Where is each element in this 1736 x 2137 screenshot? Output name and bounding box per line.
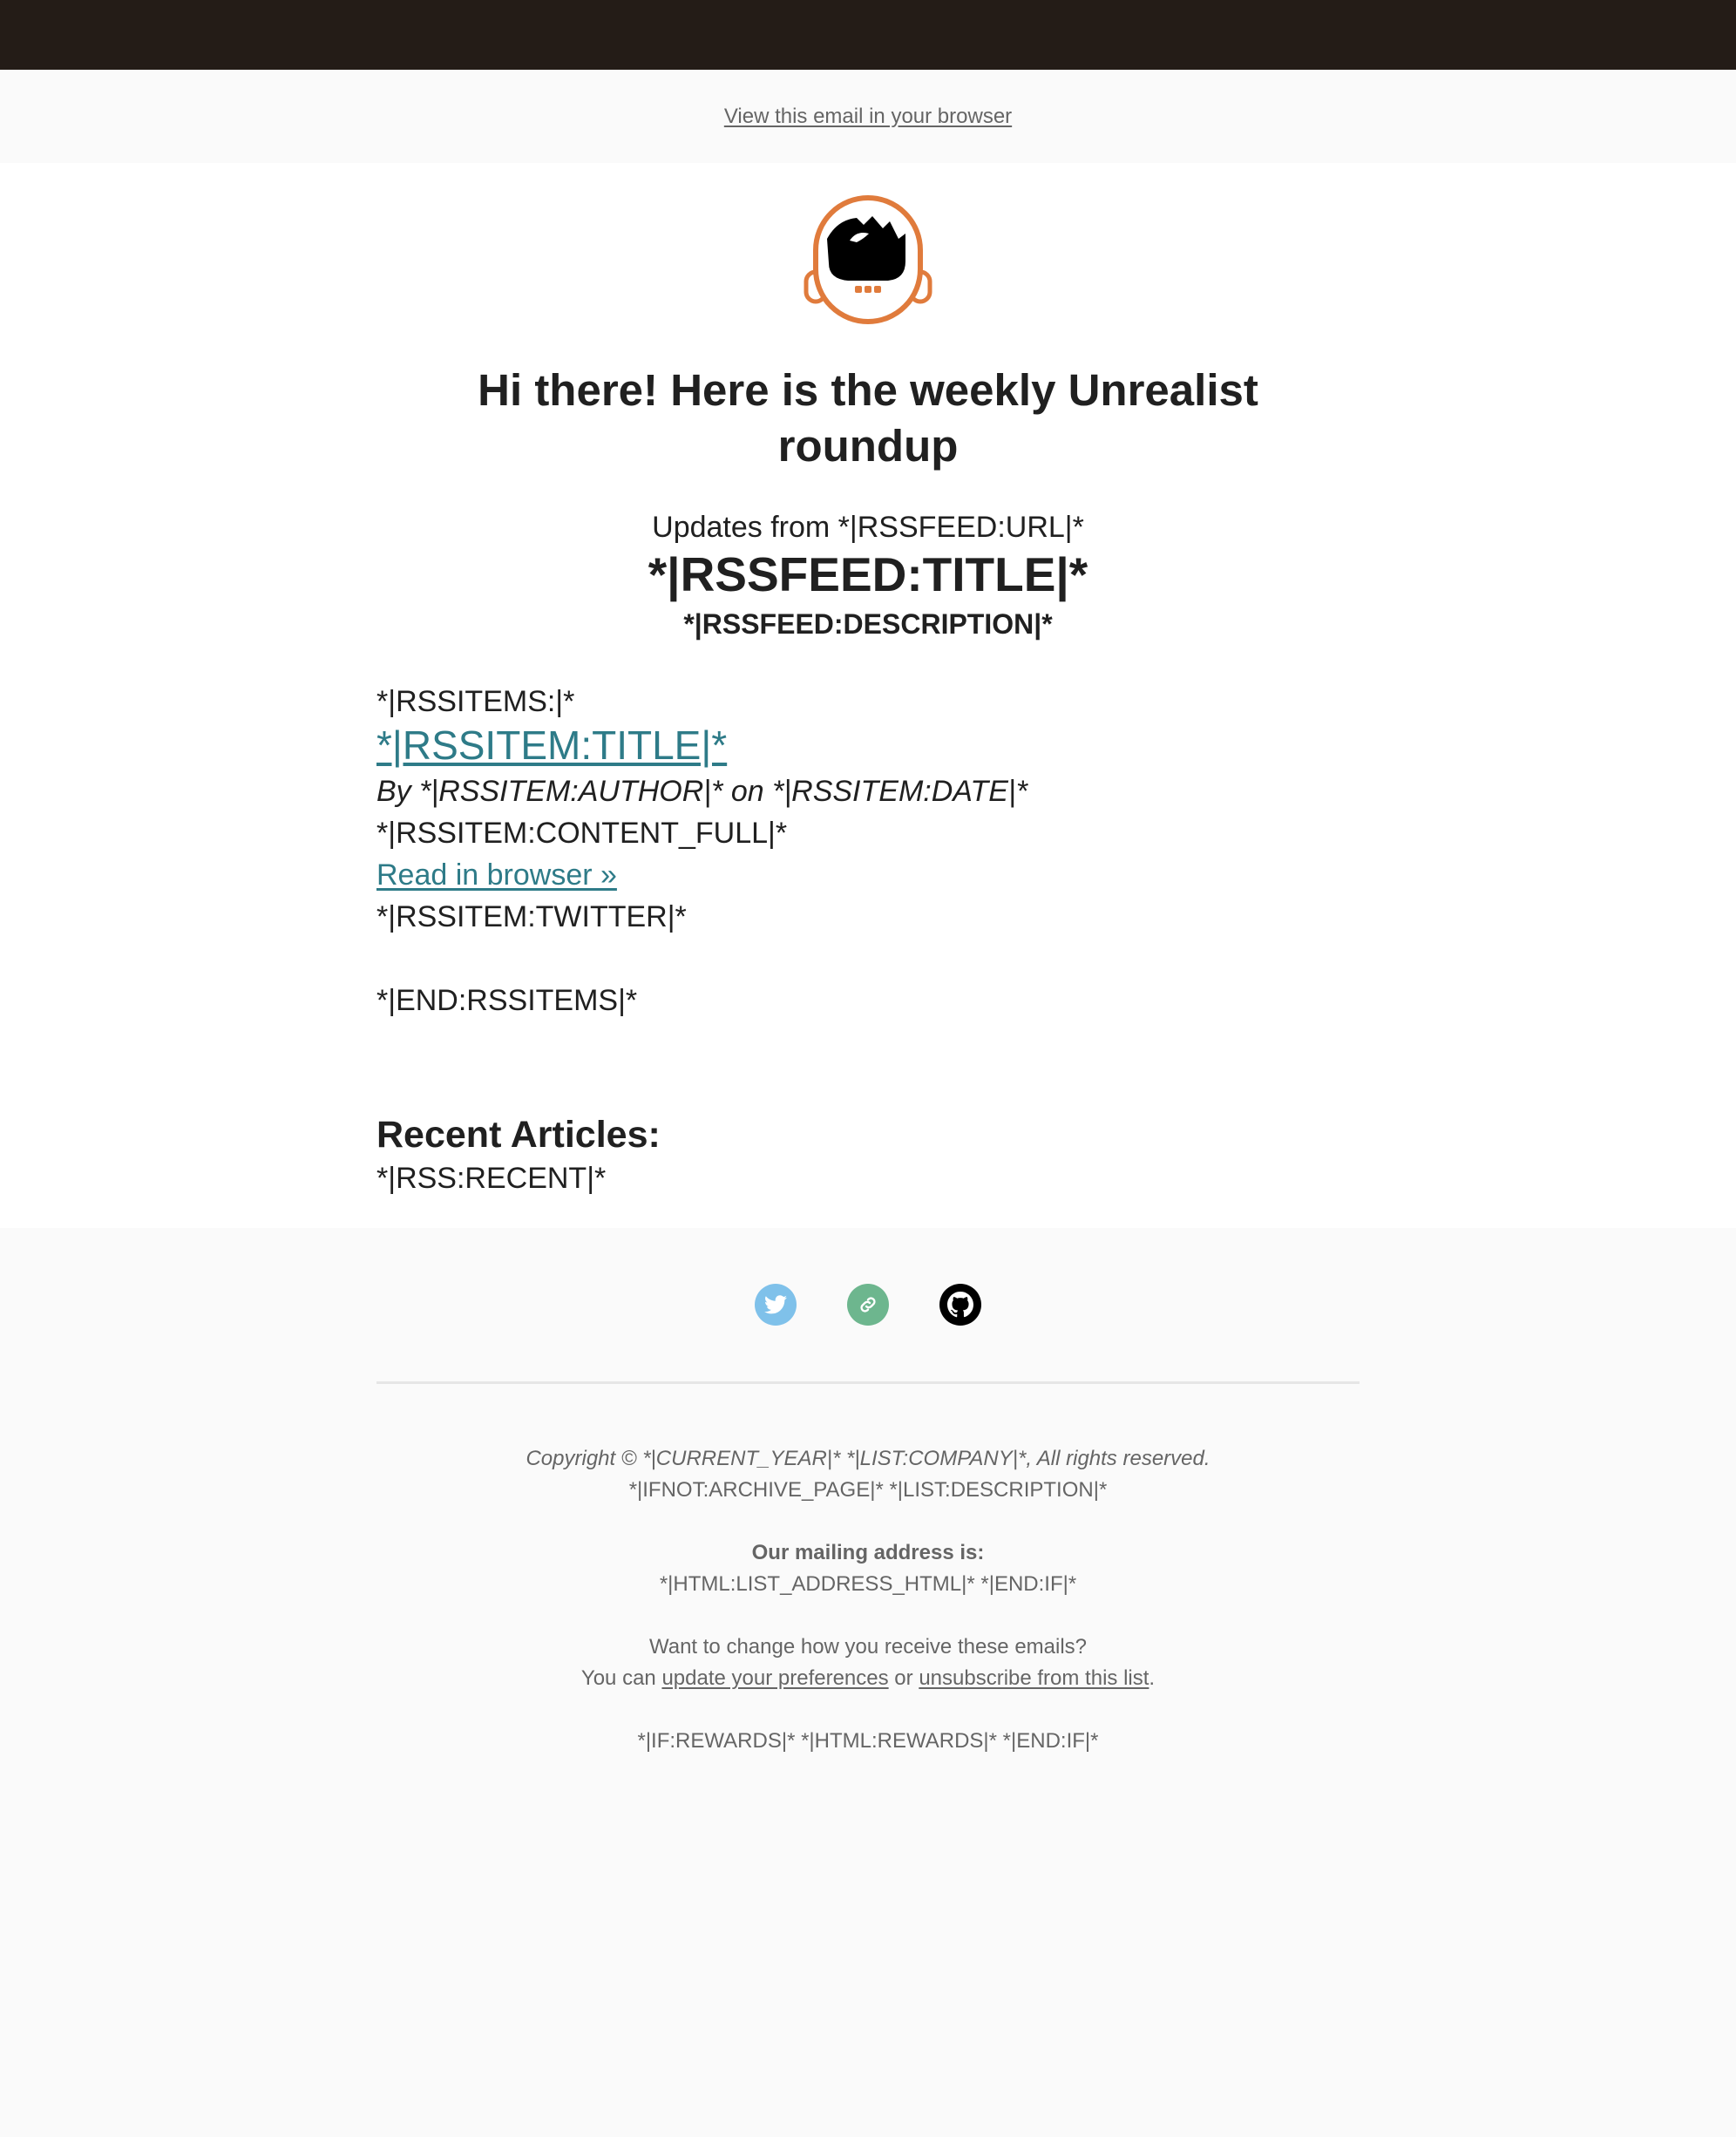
- rss-item-twitter: *|RSSITEM:TWITTER|*: [376, 900, 687, 933]
- copyright-text: Copyright © *|CURRENT_YEAR|* *|LIST:COMPANY|*, All rights reserved.: [526, 1447, 1210, 1470]
- logo: [0, 163, 1736, 324]
- twitter-icon[interactable]: [755, 1284, 797, 1326]
- feed-url-line: Updates from *|RSSFEED:URL|*: [652, 511, 1084, 544]
- change-preferences-question: Want to change how you receive these emails?: [648, 1635, 1088, 1659]
- footer: [0, 1228, 1736, 1757]
- rss-item-title-link[interactable]: *|RSSITEM:TITLE|*: [376, 723, 728, 768]
- mailing-address: *|HTML:LIST_ADDRESS_HTML|* *|END:IF|*: [659, 1572, 1077, 1596]
- recent-articles-value: *|RSS:RECENT|*: [376, 1162, 607, 1195]
- link-icon[interactable]: [847, 1284, 889, 1326]
- rss-item-content: *|RSSITEM:CONTENT_FULL|*: [376, 817, 788, 850]
- rss-items-start-tag: *|RSSITEMS:|*: [376, 685, 575, 718]
- headline: Hi there! Here is the weekly Unrealist roundup: [478, 365, 1258, 471]
- list-description: *|IFNOT:ARCHIVE_PAGE|* *|LIST:DESCRIPTION|*: [628, 1478, 1108, 1502]
- rss-item-byline: By *|RSSITEM:AUTHOR|* on *|RSSITEM:DATE|*: [376, 775, 1027, 808]
- rewards-tag: *|IF:REWARDS|* *|HTML:REWARDS|* *|END:IF|*: [637, 1729, 1099, 1753]
- footer-legal: [376, 1384, 1360, 1757]
- preheader: [0, 70, 1736, 163]
- update-preferences-link[interactable]: update your preferences: [661, 1666, 889, 1690]
- github-icon[interactable]: [939, 1284, 981, 1326]
- view-in-browser-link[interactable]: View this email in your browser: [723, 104, 1013, 128]
- astronaut-helmet-logo-icon: [803, 193, 933, 324]
- feed-description: *|RSSFEED:DESCRIPTION|*: [683, 608, 1053, 640]
- preferences-line: You can update your preferences or unsubscribe from this list.: [580, 1666, 1156, 1690]
- rss-items: [376, 681, 1360, 1021]
- read-in-browser-link[interactable]: Read in browser »: [376, 858, 617, 892]
- feed-title: *|RSSFEED:TITLE|*: [648, 547, 1088, 601]
- email-body: [0, 163, 1736, 1228]
- rss-items-end-tag: *|END:RSSITEMS|*: [376, 984, 638, 1017]
- mailing-address-heading: Our mailing address is:: [751, 1541, 985, 1564]
- top-bar: [0, 0, 1736, 70]
- recent-articles-heading: Recent Articles:: [376, 1114, 661, 1156]
- social-links: [0, 1228, 1736, 1326]
- unsubscribe-link[interactable]: unsubscribe from this list: [919, 1666, 1149, 1690]
